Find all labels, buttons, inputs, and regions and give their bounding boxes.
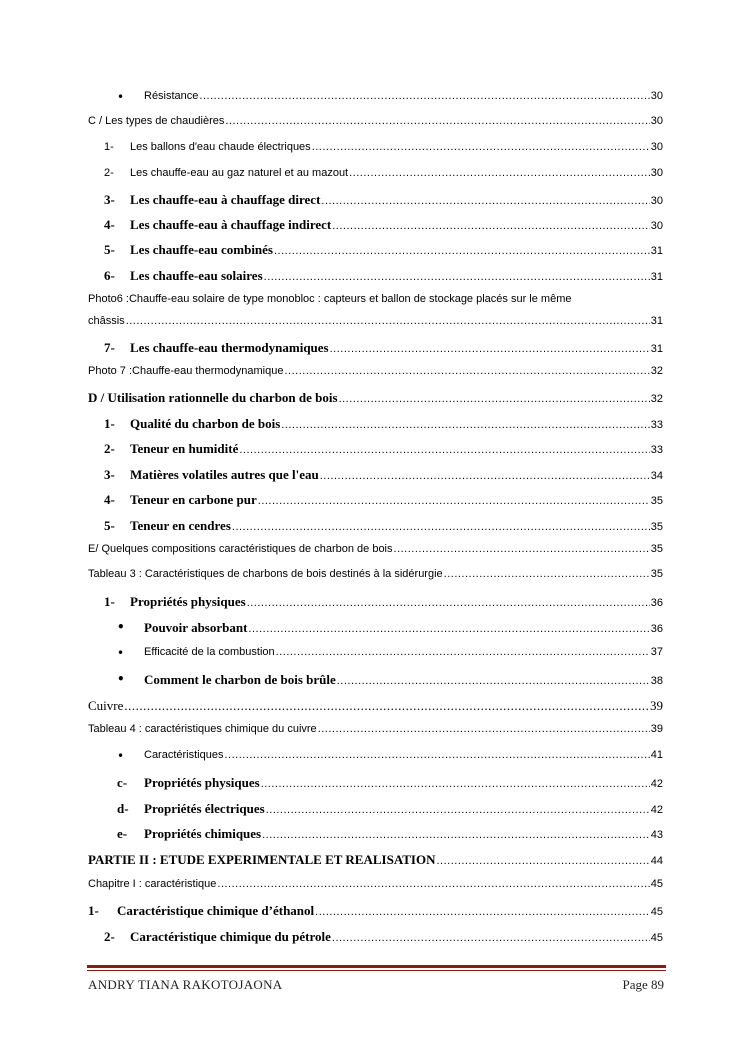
toc-entry-label: C / Les types de chaudières [88, 115, 225, 127]
toc-entry-number: 6- [104, 268, 115, 283]
toc-entry[interactable] [0, 492, 744, 512]
footer-rule-thin [87, 970, 666, 971]
toc-entry-number: 1- [104, 594, 115, 609]
dot-leader [225, 115, 649, 127]
toc-entry-label: Teneur en carbone pur [130, 492, 257, 507]
toc-entry-number: 2- [104, 929, 115, 944]
toc-entry[interactable] [0, 268, 744, 288]
toc-entry-page: 30 [650, 90, 663, 102]
dot-leader [266, 804, 650, 816]
toc-entry[interactable] [0, 775, 744, 795]
dot-leader [126, 315, 650, 327]
toc-entry-page: 33 [650, 419, 663, 431]
toc-entry[interactable] [0, 852, 744, 872]
toc-entry-number: e- [117, 826, 128, 841]
toc-entry-label: Propriétés physiques [130, 594, 246, 609]
toc-entry-label: Teneur en cendres [130, 518, 231, 533]
toc-entry-page: 30 [650, 167, 663, 179]
toc-entry-page: 32 [650, 393, 663, 405]
dot-leader [217, 878, 649, 890]
toc-entry-number: 5- [104, 242, 115, 257]
toc-entry-page: 41 [650, 749, 663, 761]
toc-entry[interactable] [0, 167, 744, 187]
dot-leader [264, 271, 650, 283]
toc-entry-page: 42 [650, 804, 663, 816]
toc-entry-number: 3- [104, 467, 115, 482]
toc-entry-label: Caractéristique chimique du pétrole [130, 929, 331, 944]
toc-entry-label: Les chauffe-eau au gaz naturel et au mazout [130, 167, 349, 179]
toc-entry-page: 34 [650, 470, 663, 482]
toc-entry-label: Photo6 :Chauffe-eau solaire de type monobloc : capteurs et ballon de stockage placés sur le même [88, 293, 572, 305]
toc-entry-page: 45 [650, 932, 663, 944]
toc-entry-page: 36 [650, 623, 663, 635]
toc-entry[interactable] [0, 365, 744, 385]
toc-entry-page: 35 [650, 495, 663, 507]
dot-leader [394, 543, 650, 555]
dot-leader [436, 855, 649, 867]
toc-entry-label: Les chauffe-eau à chauffage indirect [130, 217, 332, 232]
toc-entry-label-continued: châssis [88, 315, 125, 327]
toc-entry[interactable] [0, 192, 744, 212]
footer-rule-thick [87, 965, 666, 968]
toc-entry[interactable] [0, 441, 744, 461]
dot-leader [312, 141, 650, 153]
toc-entry-label: Tableau 4 : caractéristiques chimique du cuivre [88, 723, 317, 735]
dot-leader [262, 829, 650, 841]
toc-entry-label: Efficacité de la combustion [144, 646, 275, 658]
dot-leader [339, 393, 650, 405]
toc-entry-number: d- [117, 801, 129, 816]
toc-entry-page: 35 [650, 521, 663, 533]
toc-entry-page: 30 [650, 115, 663, 127]
dot-leader [349, 167, 650, 179]
toc-entry-label: Caractéristique chimique d’éthanol [117, 903, 315, 918]
toc-entry[interactable] [0, 467, 744, 487]
toc-entry[interactable] [0, 801, 744, 821]
toc-entry-number: 1- [88, 903, 99, 918]
dot-leader [274, 245, 650, 257]
toc-entry[interactable] [0, 723, 744, 743]
dot-leader [199, 90, 649, 102]
toc-entry-label: Chapitre I : caractéristique [88, 878, 217, 890]
toc-entry-page: 39 [650, 723, 663, 735]
toc-entry-page: 43 [650, 829, 663, 841]
toc-entry-label: Propriétés chimiques [144, 826, 262, 841]
dot-leader [239, 444, 649, 456]
dot-leader [337, 675, 650, 687]
toc-entry[interactable] [0, 390, 744, 410]
toc-entry-page: 38 [650, 675, 663, 687]
dot-leader [444, 568, 650, 580]
toc-entry-page: 44 [650, 855, 663, 867]
dot-leader [276, 646, 650, 658]
toc-entry[interactable] [0, 698, 744, 718]
toc-entry-label: Photo 7 :Chauffe-eau thermodynamique [88, 365, 284, 377]
toc-entry-page: 31 [650, 271, 663, 283]
toc-entry-number: 1- [104, 141, 114, 153]
dot-leader [124, 698, 649, 714]
toc-entry-label: Cuivre [88, 698, 124, 713]
toc-entry-label: PARTIE II : ETUDE EXPERIMENTALE ET REALISATION [88, 852, 436, 867]
bullet-icon: • [117, 90, 125, 104]
toc-entry[interactable] [0, 90, 744, 110]
toc-entry-number: 3- [104, 192, 115, 207]
toc-entry-page: 39 [650, 698, 663, 713]
dot-leader [281, 419, 649, 431]
toc-entry-label: Matières volatiles autres que l'eau [130, 467, 319, 482]
toc-entry-page: 30 [650, 195, 663, 207]
toc-entry-page: 36 [650, 597, 663, 609]
toc-entry[interactable] [0, 929, 744, 949]
toc-entry[interactable] [0, 242, 744, 262]
toc-entry-label: Tableau 3 : Caractéristiques de charbons de bois destinés à la sidérurgie [88, 568, 443, 580]
dot-leader [320, 470, 650, 482]
toc-entry-label: Pouvoir absorbant [144, 620, 248, 635]
toc-entry[interactable] [0, 568, 744, 588]
footer-author: ANDRY TIANA RAKOTOJAONA [88, 977, 283, 992]
toc-entry[interactable] [0, 293, 744, 327]
dot-leader [315, 906, 650, 918]
bullet-icon: • [117, 672, 125, 686]
toc-entry-number: 2- [104, 167, 114, 179]
toc-entry-page: 33 [650, 444, 663, 456]
toc-entry[interactable] [0, 340, 744, 360]
toc-entry-page: 31 [650, 343, 663, 355]
toc-entry-number: 4- [104, 492, 115, 507]
toc-entry[interactable] [0, 878, 744, 898]
toc-entry-number: 1- [104, 416, 115, 431]
dot-leader [321, 195, 649, 207]
toc-entry[interactable] [0, 518, 744, 538]
dot-leader [332, 220, 650, 232]
dot-leader [248, 623, 649, 635]
toc-entry-number: 5- [104, 518, 115, 533]
toc-entry[interactable] [0, 646, 744, 666]
dot-leader [247, 597, 650, 609]
toc-entry[interactable] [0, 826, 744, 846]
toc-entry-label: Les chauffe-eau thermodynamiques [130, 340, 329, 355]
bullet-icon: • [117, 646, 125, 660]
dot-leader [318, 723, 650, 735]
toc-entry[interactable] [0, 141, 744, 161]
toc-entry-number: 4- [104, 217, 115, 232]
toc-entry-label: Les chauffe-eau à chauffage direct [130, 192, 321, 207]
toc-entry-number: 7- [104, 340, 115, 355]
toc-entry-label: Les chauffe-eau combinés [130, 242, 273, 257]
toc-entry-page: 31 [650, 245, 663, 257]
bullet-icon: • [117, 620, 125, 634]
toc-entry[interactable] [0, 115, 744, 135]
toc-entry-page: 35 [650, 568, 663, 580]
toc-entry-page: 37 [650, 646, 663, 658]
toc-entry[interactable] [0, 672, 744, 692]
toc-entry-page: 30 [650, 220, 663, 232]
toc-entry-label: Les ballons d'eau chaude électriques [130, 141, 311, 153]
toc-entry-page: 45 [650, 906, 663, 918]
toc-entry-page: 35 [650, 543, 663, 555]
toc-entry-label: Propriétés électriques [144, 801, 265, 816]
toc-entry-label: Comment le charbon de bois brûle [144, 672, 336, 687]
toc-entry[interactable] [0, 217, 744, 237]
dot-leader [224, 749, 649, 761]
toc-entry[interactable] [0, 749, 744, 769]
toc-entry-label: Caractéristiques [144, 749, 224, 761]
dot-leader [284, 365, 649, 377]
toc-entry[interactable] [0, 543, 744, 563]
toc-entry[interactable] [0, 416, 744, 436]
dot-leader [258, 495, 650, 507]
toc-entry-label: Les chauffe-eau solaires [130, 268, 263, 283]
toc-entry[interactable] [0, 594, 744, 614]
toc-entry-label: Teneur en humidité [130, 441, 239, 456]
dot-leader [261, 778, 650, 790]
toc-entry[interactable] [0, 903, 744, 923]
toc-entry-label: Qualité du charbon de bois [130, 416, 281, 431]
toc-entry-page: 45 [650, 878, 663, 890]
toc-entry-label: E/ Quelques compositions caractéristiques de charbon de bois [88, 543, 393, 555]
toc-entry-page: 32 [650, 365, 663, 377]
toc-entry-page: 31 [650, 315, 663, 327]
dot-leader [332, 932, 650, 944]
toc-entry-label: Propriétés physiques [144, 775, 260, 790]
toc-entry-number: 2- [104, 441, 115, 456]
toc-entry-label: Résistance [144, 90, 199, 102]
dot-leader [232, 521, 650, 533]
toc-entry-page: 30 [650, 141, 663, 153]
toc-entry[interactable] [0, 620, 744, 640]
footer-page-number: Page 89 [622, 977, 664, 992]
toc-entry-number: c- [117, 775, 128, 790]
toc-entry-page: 42 [650, 778, 663, 790]
dot-leader [330, 343, 650, 355]
bullet-icon: • [117, 749, 125, 763]
toc-entry-label: D / Utilisation rationnelle du charbon de bois [88, 390, 338, 405]
